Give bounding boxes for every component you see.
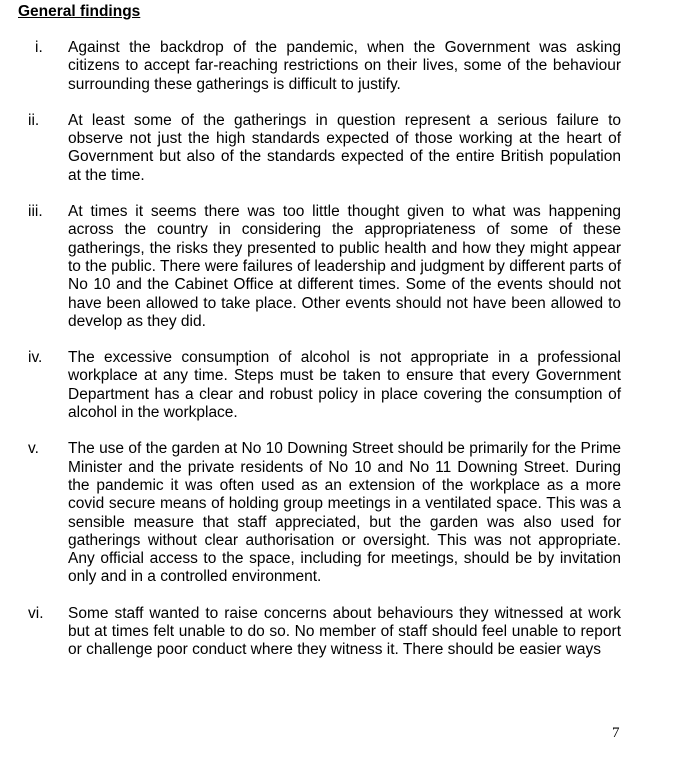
section-heading: General findings <box>18 3 141 20</box>
finding-item-ii <box>0 112 673 185</box>
finding-numeral: i. <box>35 39 43 56</box>
finding-text: Against the backdrop of the pandemic, when the Government was asking citizens to accept far-reaching restrictions on their lives, some of the behaviour surrounding these gatherings is difficult to justify. <box>68 39 621 93</box>
finding-text: At least some of the gatherings in question represent a serious failure to observe not just the high standards expected of those working at the heart of Government but also of the standards expected of the entire British population at the time. <box>68 111 621 184</box>
finding-item-vi <box>0 605 673 660</box>
finding-item-iii <box>0 203 673 331</box>
finding-item-v <box>0 440 673 586</box>
finding-text: The excessive consumption of alcohol is not appropriate in a professional workplace at any time. Steps must be taken to ensure that every Government Department has a clear and robust policy in place covering the consumption of alcohol in the workplace. <box>68 349 621 422</box>
finding-item-iv <box>0 349 673 422</box>
finding-text: The use of the garden at No 10 Downing Street should be primarily for the Prime Minister and the private residents of No 10 and No 11 Downing Street. During the pandemic it was often used as an extension of the workplace as a more covid secure means of holding group meetings in a ventilated space. This was a sensible measure that staff appreciated, but the garden was also used for gatherings without clear authorisation or oversight. This was not appropriate. Any official access to the space, including for meetings, should be by invitation only and in a controlled environment. <box>68 440 621 586</box>
finding-text: Some staff wanted to raise concerns about behaviours they witnessed at work but at times felt unable to do so. No member of staff should feel unable to report or challenge poor conduct where they witness it. There should be easier ways <box>68 604 621 659</box>
page-number: 7 <box>612 725 620 741</box>
finding-numeral: iii. <box>28 203 43 221</box>
finding-item-i <box>0 39 673 94</box>
finding-text: At times it seems there was too little thought given to what was happening across the country in considering the appropriateness of some of these gatherings, the risks they presented to public health and how they might appear to the public. There were failures of leadership and judgment by different parts of No 10 and the Cabinet Office at different times. Some of the events should not have been allowed to take place. Other events should not have been allowed to develop as they did. <box>68 203 621 330</box>
finding-numeral: ii. <box>28 111 40 129</box>
finding-numeral: vi. <box>28 604 44 622</box>
finding-numeral: v. <box>28 440 39 458</box>
findings-list <box>0 39 673 678</box>
finding-numeral: iv. <box>28 349 43 367</box>
